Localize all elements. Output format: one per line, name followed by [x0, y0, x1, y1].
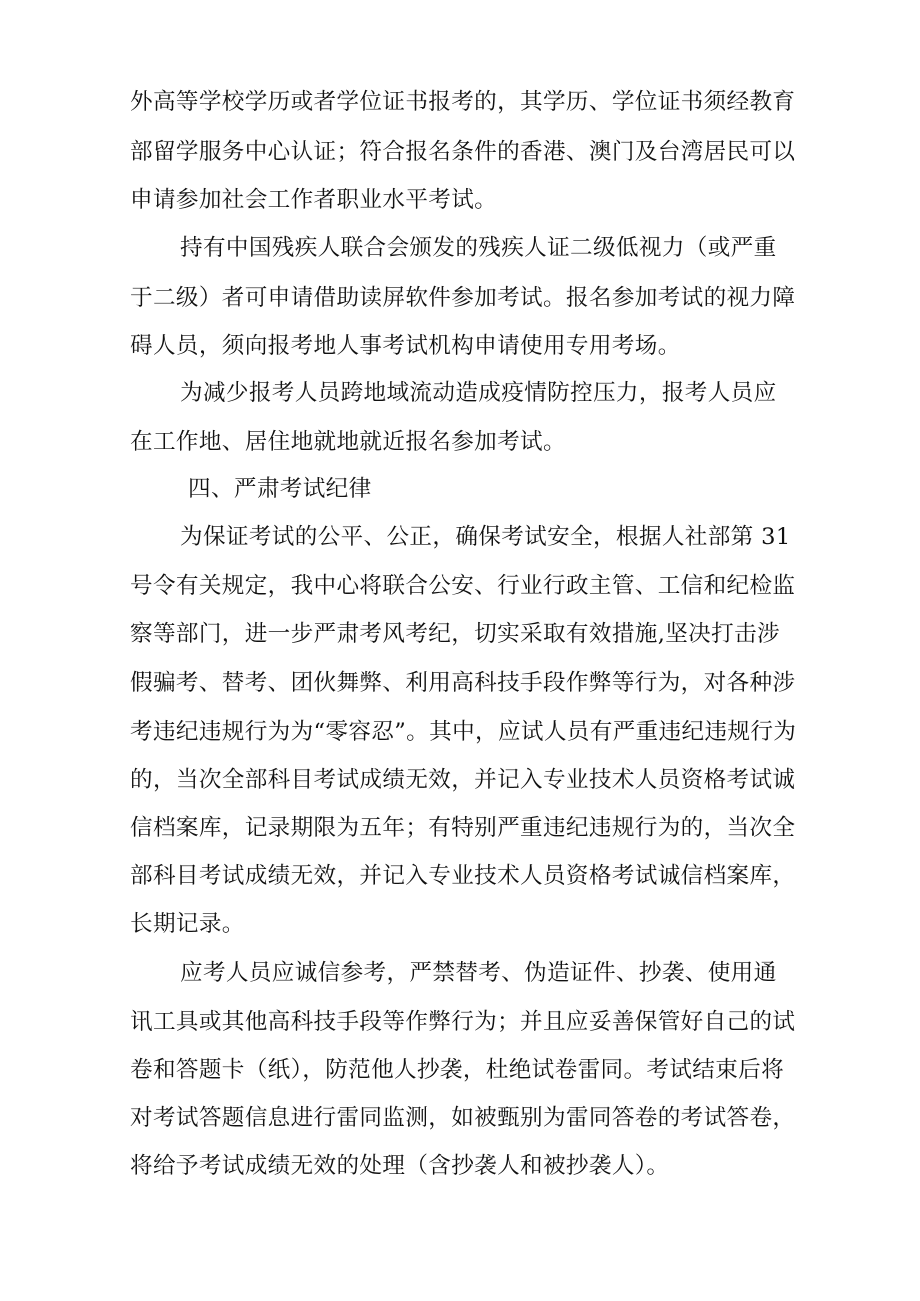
text-line: 将给予考试成绩无效的处理（含抄袭人和被抄袭人）。 — [130, 1153, 670, 1179]
text-line: 信档案库，记录期限为五年；有特别严重违纪违规行为的，当次全 — [130, 815, 796, 841]
text-line: 外高等学校学历或者学位证书报考的，其学历、学位证书须经教育 — [130, 89, 796, 115]
text-line: 考违纪违规行为为“零容忍”。其中，应试人员有严重违纪违规行为 — [130, 719, 797, 745]
text-line: 申请参加社会工作者职业水平考试。 — [130, 187, 498, 213]
text-line: 在工作地、居住地就地就近报名参加考试。 — [130, 429, 566, 455]
text-line: 假骗考、替考、团伙舞弊、利用高科技手段作弊等行为，对各种涉 — [130, 670, 796, 696]
text-line: 对考试答题信息进行雷同监测，如被甄别为雷同答卷的考试答卷， — [130, 1105, 796, 1131]
text-line: 察等部门，进一步严肃考风考纪，切实采取有效措施,坚决打击涉 — [130, 621, 780, 647]
text-line: 卷和答题卡（纸），防范他人抄袭，杜绝试卷雷同。考试结束后将 — [130, 1057, 785, 1083]
text-line: 的，当次全部科目考试成绩无效，并记入专业技术人员资格考试诚 — [130, 767, 796, 793]
text-line: 号令有关规定，我中心将联合公安、行业行政主管、工信和纪检监 — [130, 573, 796, 599]
text-line: 碍人员，须向报考地人事考试机构申请使用专用考场。 — [130, 333, 681, 359]
text-line: 于二级）者可申请借助读屏软件参加考试。报名参加考试的视力障 — [130, 285, 796, 311]
text-line: 部科目考试成绩无效，并记入专业技术人员资格考试诚信档案库， — [130, 863, 796, 889]
text-line: 讯工具或其他高科技手段等作弊行为；并且应妥善保管好自己的试 — [130, 1009, 796, 1035]
text-line: 为保证考试的公平、公正，确保考试安全，根据人社部第 31 — [180, 524, 791, 550]
text-line: 部留学服务中心认证；符合报名条件的香港、澳门及台湾居民可以 — [130, 139, 796, 165]
text-line: 应考人员应诚信参考，严禁替考、伪造证件、抄袭、使用通 — [180, 960, 777, 986]
text-line: 为减少报考人员跨地域流动造成疫情防控压力，报考人员应 — [180, 380, 777, 406]
section-heading: 四、严肃考试纪律 — [188, 476, 372, 502]
text-line: 持有中国残疾人联合会颁发的残疾人证二级低视力（或严重 — [180, 235, 777, 261]
text-line: 长期记录。 — [130, 911, 245, 937]
